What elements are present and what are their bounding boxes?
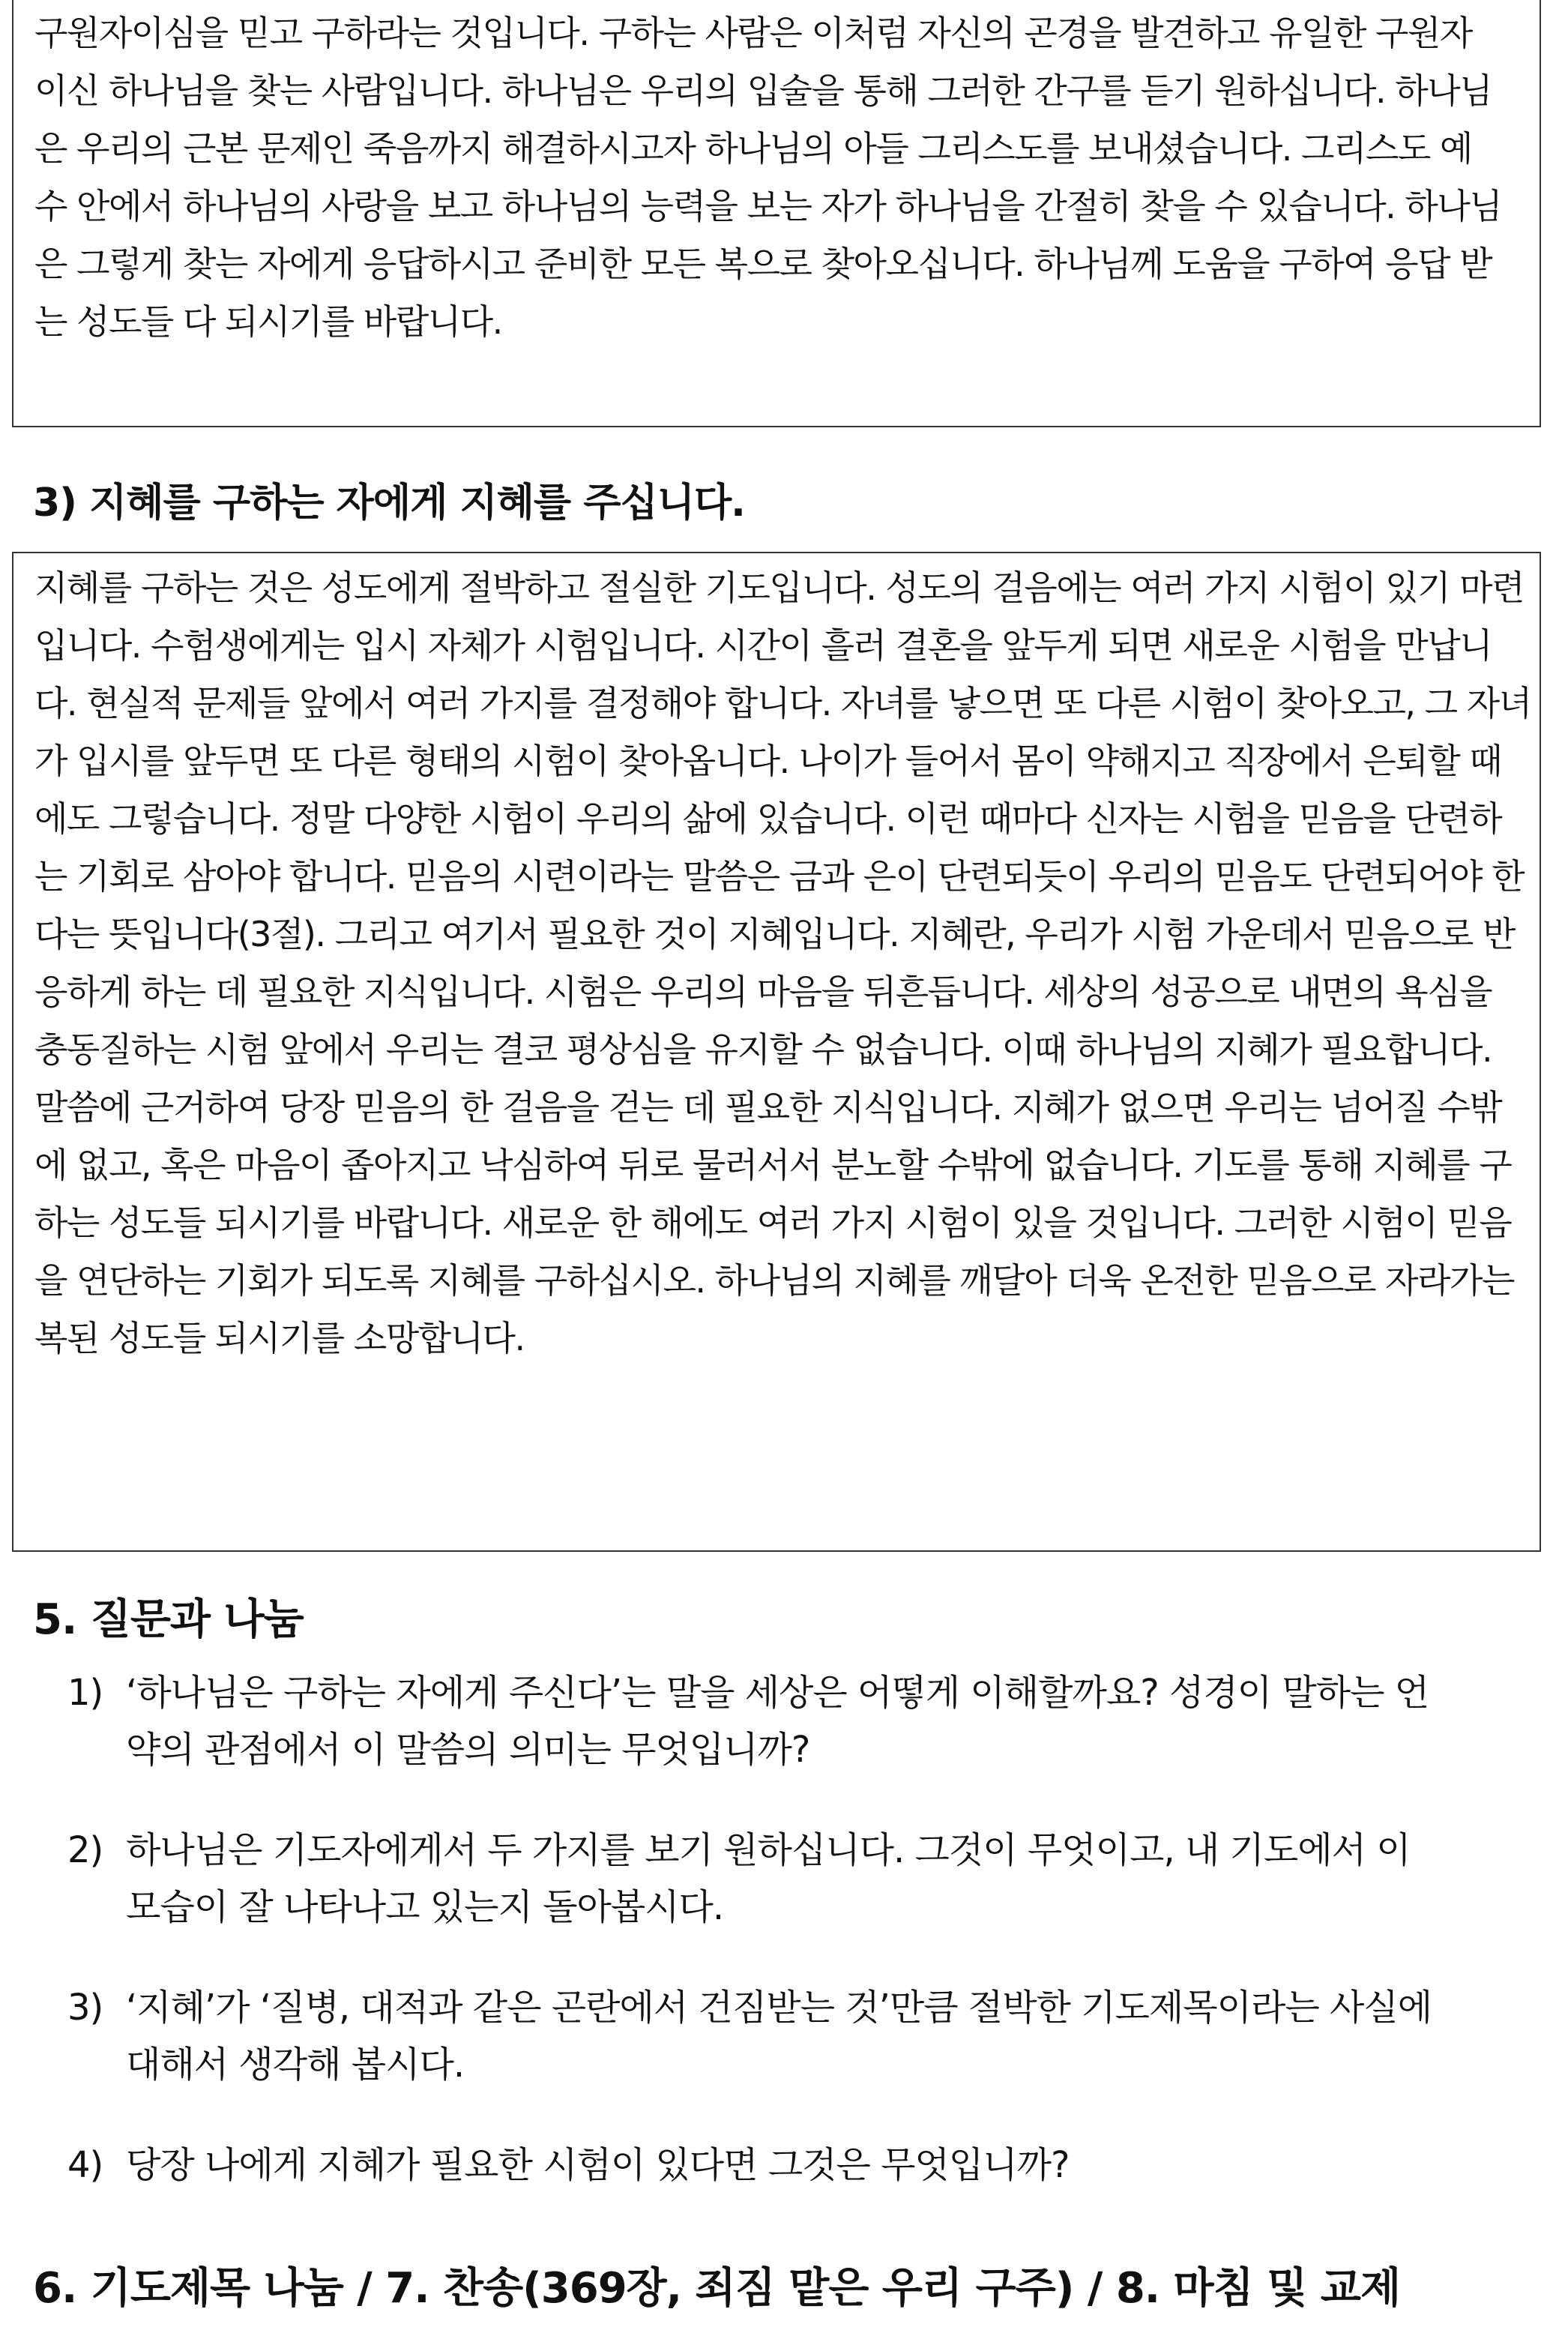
paragraph-line: 가 입시를 앞두면 또 다른 형태의 시험이 찾아옵니다. 나이가 들어서 몸이 약해지고 직장에서 은퇴할 때	[34, 741, 1502, 781]
question-line: 대해서 생각해 봅시다.	[126, 2044, 465, 2086]
paragraph-line: 을 연단하는 기회가 되도록 지혜를 구하십시오. 하나님의 지혜를 깨달아 더욱 온전한 믿음으로 자라가는	[34, 1260, 1514, 1301]
paragraph-line: 은 우리의 근본 문제인 죽음까지 해결하시고자 하나님의 아들 그리스도를 보내셨습니다. 그리스도 예	[34, 128, 1472, 169]
point-3-heading: 3) 지혜를 구하는 자에게 지혜를 주십니다.	[33, 481, 745, 526]
paragraph-line: 에도 그렇습니다. 정말 다양한 시험이 우리의 삶에 있습니다. 이런 때마다 신자는 시험을 믿음을 단련하	[34, 798, 1502, 839]
paragraph-line: 충동질하는 시험 앞에서 우리는 결코 평상심을 유지할 수 없습니다. 이때 하나님의 지혜가 필요합니다.	[34, 1029, 1492, 1070]
question-line: 하나님은 기도자에게서 두 가지를 보기 원하십니다. 그것이 무엇이고, 내 기도에서 이	[126, 1829, 1411, 1871]
question-item	[67, 1664, 1544, 1778]
paragraph-line: 에 없고, 혹은 마음이 좁아지고 낙심하여 뒤로 물러서서 분노할 수밖에 없습니다. 기도를 통해 지혜를 구	[34, 1145, 1512, 1185]
question-number: 1)	[67, 1672, 103, 1714]
question-list	[67, 1664, 1544, 2237]
question-item	[67, 2137, 1544, 2194]
question-line: 약의 관점에서 이 말씀의 의미는 무엇입니까?	[126, 1729, 810, 1771]
paragraph-line: 응하게 하는 데 필요한 지식입니다. 시험은 우리의 마음을 뒤흔듭니다. 세상의 성공으로 내면의 욕심을	[34, 972, 1492, 1012]
question-line: 당장 나에게 지혜가 필요한 시험이 있다면 그것은 무엇입니까?	[126, 2144, 1070, 2186]
paragraph-line: 복된 성도들 되시기를 소망합니다.	[34, 1318, 525, 1358]
question-line: ‘지혜’가 ‘질병, 대적과 같은 곤란에서 건짐받는 것’만큼 절박한 기도제목이라는 사실에	[126, 1987, 1432, 2029]
paragraph-line: 수 안에서 하나님의 사랑을 보고 하나님의 능력을 보는 자가 하나님을 간절히 찾을 수 있습니다. 하나님	[34, 186, 1502, 226]
paragraph-line: 입니다. 수험생에게는 입시 자체가 시험입니다. 시간이 흘러 결혼을 앞두게 되면 새로운 시험을 만납니	[34, 625, 1492, 666]
paragraph-line: 다. 현실적 문제들 앞에서 여러 가지를 결정해야 합니다. 자녀를 낳으면 또 다른 시험이 찾아오고, 그 자녀	[34, 683, 1531, 723]
paragraph-line: 이신 하나님을 찾는 사람입니다. 하나님은 우리의 입술을 통해 그러한 간구를 듣기 원하십니다. 하나님	[34, 70, 1492, 111]
section-6-8-heading: 6. 기도제목 나눔 / 7. 찬송(369장, 죄짐 맡은 우리 구주) / 8. 마침 및 교제	[33, 2264, 1401, 2313]
paragraph-line: 지혜를 구하는 것은 성도에게 절박하고 절실한 기도입니다. 성도의 걸음에는 여러 가지 시험이 있기 마련	[34, 568, 1525, 608]
question-line: ‘하나님은 구하는 자에게 주신다’는 말을 세상은 어떻게 이해할까요? 성경이 말하는 언	[126, 1672, 1429, 1714]
question-number: 2)	[67, 1829, 103, 1871]
question-line: 모습이 잘 나타나고 있는지 돌아봅시다.	[126, 1886, 724, 1928]
paragraph-line: 는 기회로 삼아야 합니다. 믿음의 시련이라는 말씀은 금과 은이 단련되듯이 우리의 믿음도 단련되어야 한	[34, 856, 1525, 897]
question-item	[67, 1822, 1544, 1936]
question-item	[67, 1979, 1544, 2093]
paragraph-line: 은 그렇게 찾는 자에게 응답하시고 준비한 모든 복으로 찾아오십니다. 하나님께 도움을 구하여 응답 받	[34, 244, 1492, 284]
text-box-wisdom	[12, 552, 1541, 1552]
question-number: 4)	[67, 2144, 103, 2186]
paragraph-line: 하는 성도들 되시기를 바랍니다. 새로운 한 해에도 여러 가지 시험이 있을 것입니다. 그러한 시험이 믿음	[34, 1202, 1512, 1243]
section-5-heading: 5. 질문과 나눔	[33, 1595, 304, 1644]
paragraph-line: 다는 뜻입니다(3절). 그리고 여기서 필요한 것이 지혜입니다. 지혜란, 우리가 시험 가운데서 믿음으로 반	[34, 914, 1515, 954]
paragraph-line: 는 성도들 다 되시기를 바랍니다.	[34, 301, 502, 342]
paragraph-line: 말씀에 근거하여 당장 믿음의 한 걸음을 걷는 데 필요한 지식입니다. 지혜가 없으면 우리는 넘어질 수밖	[34, 1087, 1502, 1128]
text-box-continuation	[12, 0, 1541, 427]
paragraph-line: 구원자이심을 믿고 구하라는 것입니다. 구하는 사람은 이처럼 자신의 곤경을 발견하고 유일한 구원자	[34, 13, 1472, 53]
question-number: 3)	[67, 1987, 103, 2029]
